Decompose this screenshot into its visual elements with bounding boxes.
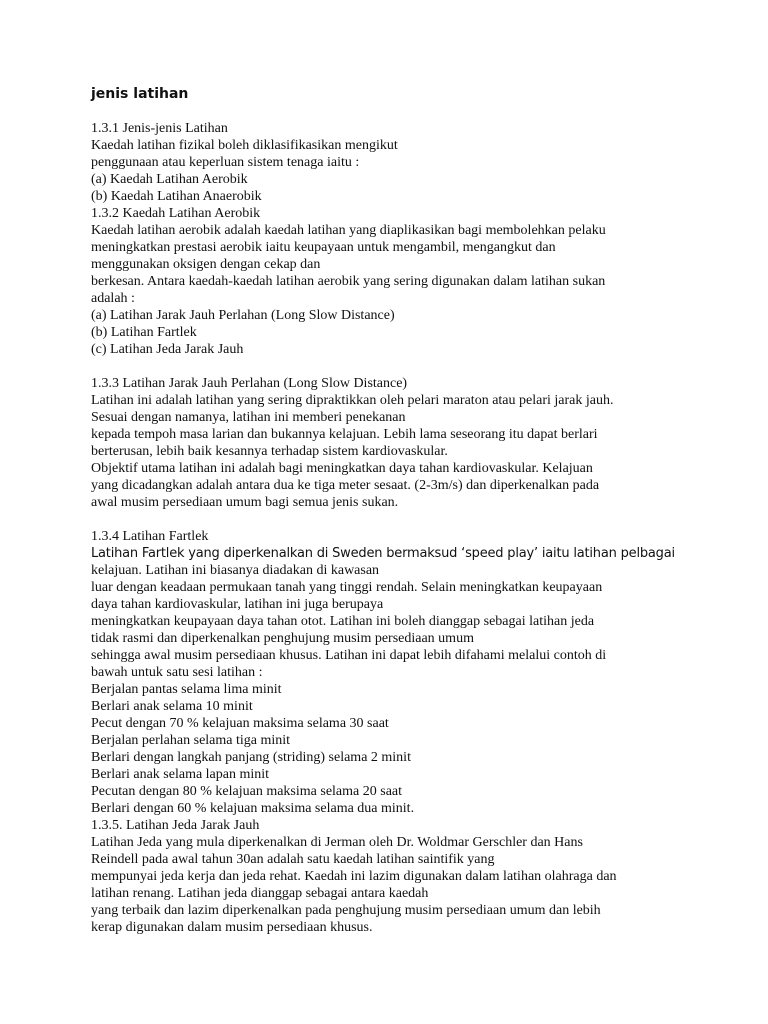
text-line: meningkatkan keupayaan daya tahan otot. Latihan ini boleh dianggap sebagai latihan jeda xyxy=(91,614,595,629)
document-title: jenis latihan xyxy=(91,86,189,102)
text-line: meningkatkan prestasi aerobik iaitu keupayaan untuk mengambil, mengangkut dan xyxy=(91,240,556,255)
text-line: Latihan Fartlek yang diperkenalkan di Sweden bermaksud ‘speed play’ iaitu latihan pelbagai xyxy=(91,546,675,561)
text-line: menggunakan oksigen dengan cekap dan xyxy=(91,257,321,272)
text-line: yang terbaik dan lazim diperkenalkan pada penghujung musim persediaan umum dan lebih xyxy=(91,903,601,918)
paragraph xyxy=(91,375,691,511)
text-line: mempunyai jeda kerja dan jeda rehat. Kaedah ini lazim digunakan dalam latihan olahraga dan xyxy=(91,869,617,884)
text-line: Berlari dengan 60 % kelajuan maksima selama dua minit. xyxy=(91,801,415,816)
text-line: Berjalan perlahan selama tiga minit xyxy=(91,733,291,748)
text-line: latihan renang. Latihan jeda dianggap sebagai antara kaedah xyxy=(91,886,429,901)
text-line: (a) Kaedah Latihan Aerobik xyxy=(91,172,248,187)
text-line: tidak rasmi dan diperkenalkan penghujung musim persediaan umum xyxy=(91,631,474,646)
text-line: awal musim persediaan umum bagi semua jenis sukan. xyxy=(91,495,399,510)
text-line: bawah untuk satu sesi latihan : xyxy=(91,665,263,680)
text-line: Berlari dengan langkah panjang (striding) selama 2 minit xyxy=(91,750,411,765)
text-line: Berjalan pantas selama lima minit xyxy=(91,682,282,697)
document-page xyxy=(91,86,691,936)
text-line: Kaedah latihan fizikal boleh diklasifikasikan mengikut xyxy=(91,138,398,153)
text-line: Sesuai dengan namanya, latihan ini memberi penekanan xyxy=(91,410,406,425)
text-line: Pecut dengan 70 % kelajuan maksima selama 30 saat xyxy=(91,716,389,731)
text-line: berterusan, lebih baik kesannya terhadap sistem kardiovaskular. xyxy=(91,444,448,459)
paragraph-spacer xyxy=(91,358,691,375)
text-line: (a) Latihan Jarak Jauh Perlahan (Long Slow Distance) xyxy=(91,308,395,323)
text-line: daya tahan kardiovaskular, latihan ini juga berupaya xyxy=(91,597,384,612)
text-line: adalah : xyxy=(91,291,135,306)
text-line: yang dicadangkan adalah antara dua ke tiga meter sesaat. (2-3m/s) dan diperkenalkan pada xyxy=(91,478,600,493)
paragraph xyxy=(91,120,691,358)
text-line: sehingga awal musim persediaan khusus. Latihan ini dapat lebih difahami melalui contoh di xyxy=(91,648,607,663)
text-line: Pecutan dengan 80 % kelajuan maksima selama 20 saat xyxy=(91,784,403,799)
text-line: 1.3.2 Kaedah Latihan Aerobik xyxy=(91,206,261,221)
text-line: Reindell pada awal tahun 30an adalah satu kaedah latihan saintifik yang xyxy=(91,852,495,867)
text-line: (c) Latihan Jeda Jarak Jauh xyxy=(91,342,244,357)
text-line: Berlari anak selama 10 minit xyxy=(91,699,253,714)
text-line: Berlari anak selama lapan minit xyxy=(91,767,270,782)
text-line: Kaedah latihan aerobik adalah kaedah latihan yang diaplikasikan bagi membolehkan pelaku xyxy=(91,223,606,238)
paragraph-spacer xyxy=(91,511,691,528)
text-line: Latihan Jeda yang mula diperkenalkan di Jerman oleh Dr. Woldmar Gerschler dan Hans xyxy=(91,835,583,850)
text-line: kepada tempoh masa larian dan bukannya kelajuan. Lebih lama seseorang itu dapat berlari xyxy=(91,427,598,442)
text-line: luar dengan keadaan permukaan tanah yang tinggi rendah. Selain meningkatkan keupayaan xyxy=(91,580,603,595)
text-line: kelajuan. Latihan ini biasanya diadakan di kawasan xyxy=(91,563,380,578)
paragraph xyxy=(91,528,691,936)
text-line: (b) Latihan Fartlek xyxy=(91,325,197,340)
text-line: Objektif utama latihan ini adalah bagi meningkatkan daya tahan kardiovaskular. Kelajuan xyxy=(91,461,593,476)
text-line: 1.3.3 Latihan Jarak Jauh Perlahan (Long Slow Distance) xyxy=(91,376,408,391)
text-line: 1.3.5. Latihan Jeda Jarak Jauh xyxy=(91,818,260,833)
text-line: 1.3.4 Latihan Fartlek xyxy=(91,529,209,544)
text-line: (b) Kaedah Latihan Anaerobik xyxy=(91,189,262,204)
text-line: kerap digunakan dalam musim persediaan khusus. xyxy=(91,920,373,935)
text-line: berkesan. Antara kaedah-kaedah latihan aerobik yang sering digunakan dalam latihan sukan xyxy=(91,274,606,289)
text-line: penggunaan atau keperluan sistem tenaga iaitu : xyxy=(91,155,360,170)
document-body xyxy=(91,120,691,936)
text-line: 1.3.1 Jenis-jenis Latihan xyxy=(91,121,228,136)
text-line: Latihan ini adalah latihan yang sering dipraktikkan oleh pelari maraton atau pelari jarak jauh. xyxy=(91,393,614,408)
